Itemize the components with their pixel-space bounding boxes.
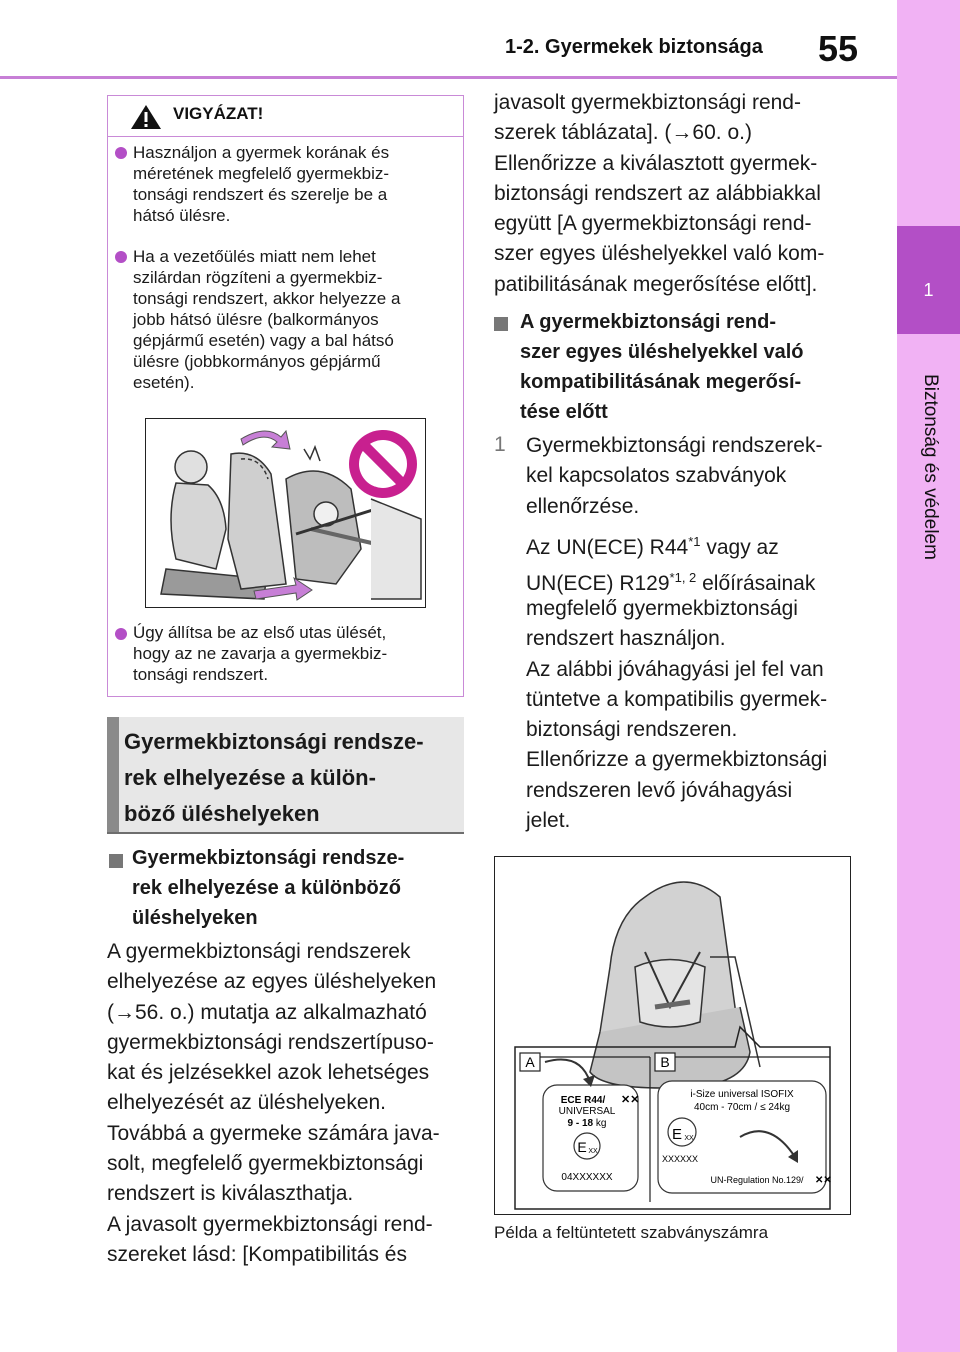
e-mark-a-sub: XX: [588, 1148, 598, 1155]
page-number: 55: [818, 28, 859, 69]
e-mark-b: E: [671, 1126, 683, 1143]
section-heading-underline: [107, 832, 464, 834]
isize-title: i-Size universal ISOFIX: [690, 1089, 794, 1100]
step-text-intro: Gyermekbiztonsági rendszerek- kel kapcsolatos szabványok ellenőrzése.: [526, 434, 823, 518]
warning-item-3: Úgy állítsa be az első utas ülését, hogy az ne zavarja a gyermekbiz- tonsági rendszert.: [133, 623, 388, 684]
subheading-compatibility: A gyermekbiztonsági rend- szer egyes üléshelyekkel való kompatibilitásának megerősí- tése előtt: [520, 311, 804, 423]
label-a: A: [525, 1054, 535, 1070]
approval-code-a: 04XXXXXX: [561, 1172, 613, 1183]
figure-caption: Példa a feltüntetett szabványszámra: [494, 1223, 769, 1242]
square-bullet-icon: [109, 854, 123, 868]
regulation-xx-mark: ✕✕: [815, 1175, 832, 1186]
step-number: 1: [494, 433, 506, 456]
square-bullet-icon: [494, 317, 508, 331]
header-divider: [0, 76, 897, 79]
universal-text: UNIVERSAL: [558, 1106, 616, 1117]
warning-triangle-icon: [130, 104, 162, 130]
recommendation-paragraph: javasolt gyermekbiztonsági rend- szerek táblázata]. (→60. o.) Ellenőrizze a kiválasztott gyermek- biztonsági rendszert az alábbiakkal együtt [A gyermekbiztonsági rend- szer egyes üléshelyekkel való kom- patibilitásának megerősítése előtt].: [494, 91, 825, 296]
chapter-title: Biztonság és védelem: [920, 374, 941, 560]
e-mark-b-sub: XX: [684, 1135, 694, 1142]
child-seat-front-illustration: [145, 418, 426, 608]
bullet-icon: [115, 628, 127, 640]
approval-code-b: XXXXXX: [661, 1154, 699, 1164]
warning-item-2: Ha a vezetőülés miatt nem lehet szilárdan rögzíteni a gyermekbiz- tonsági rendszert, akkor helyezze a jobb hátsó ülésre (balkormányos gépjármű esetén) vagy a bal hátsó ülésre (jobbkormányos gépjármű esetén).: [133, 247, 401, 392]
placement-paragraph: A gyermekbiztonsági rendszerek elhelyezése az egyes üléshelyeken (→56. o.) mutatja az alkalmazható gyermekbiztonsági rendszertípuso- kat és jelzésekkel azok lehetséges elhelyezését az üléshelyeken. Továbbá a gyermeke számára java- solt, megfelelő gyermekbiztonsági rendszert is kiválaszthatja. A javasolt gyermekbiztonsági rend- szereket lásd: [Kompatibilitás és: [107, 940, 440, 1266]
warning-title: VIGYÁZAT!: [173, 104, 264, 123]
chapter-number: 1: [923, 280, 934, 300]
chapter-sidebar: [897, 0, 960, 1352]
bullet-icon: [115, 251, 127, 263]
regulation-text: UN-Regulation No.129/: [710, 1175, 804, 1185]
bullet-icon: [115, 147, 127, 159]
isize-range: 40cm - 70cm / ≤ 24kg: [693, 1102, 791, 1113]
section-heading-accent: [107, 717, 119, 834]
subheading-placement: Gyermekbiztonsági rendsze- rek elhelyezése a különböző üléshelyeken: [132, 847, 405, 929]
standard-line-1: Az UN(ECE) R44$^{*1}$ vagy az: [526, 534, 779, 559]
step-text-details: megfelelő gyermekbiztonsági rendszert használjon. Az alábbi jóváhagyási jel fel van tüntetve a kompatibilis gyermek- biztonsági rendszeren. Ellenőrizze a gyermekbiztonsági rendszeren levő jóváhagyási jelet.: [526, 597, 828, 833]
standard-line-2: UN(ECE) R129$^{*1, 2}$ előírásainak: [526, 570, 816, 595]
ece-text: ECE R44/: [560, 1095, 606, 1106]
section-title: 1-2. Gyermekek biztonsága: [505, 36, 763, 58]
approval-label-figure: [494, 856, 851, 1215]
label-b: B: [660, 1054, 670, 1070]
ece-xx-mark: ✕✕: [621, 1094, 640, 1106]
e-mark-a: E: [577, 1139, 587, 1155]
warning-item-1: Használjon a gyermek korának és méretének megfelelő gyermekbiz- tonsági rendszert és szerelje be a hátsó ülésre.: [133, 143, 390, 225]
section-heading: Gyermekbiztonsági rendsze- rek elhelyezése a külön- böző üléshelyeken: [124, 729, 424, 826]
weight-range-text: 9 - 18 kg: [567, 1118, 607, 1129]
